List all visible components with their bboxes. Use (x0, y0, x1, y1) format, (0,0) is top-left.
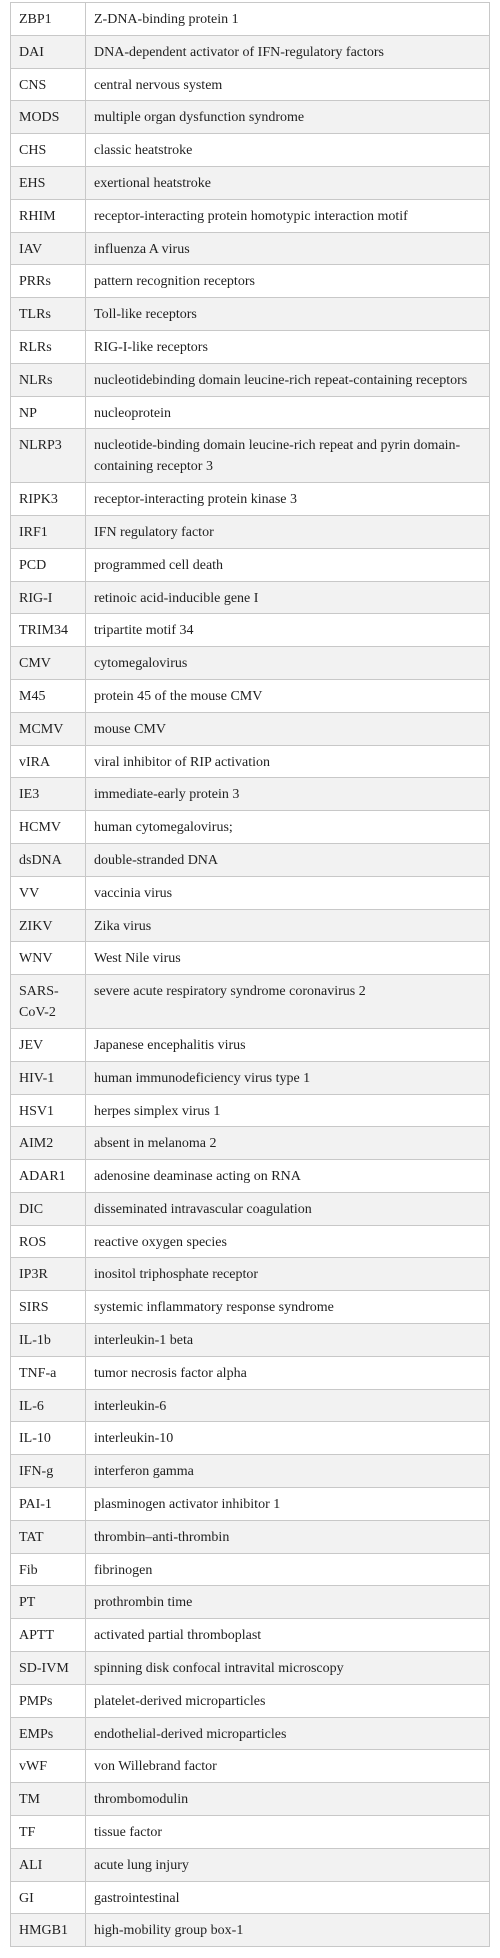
abbreviation-cell: PT (11, 1586, 86, 1618)
table-row (11, 1193, 489, 1226)
table-row (11, 1652, 489, 1685)
definition-cell: gastrointestinal (94, 1890, 180, 1906)
abbreviation-cell: PMPs (11, 1685, 86, 1717)
definition-cell: retinoic acid-inducible gene I (94, 590, 259, 606)
abbreviation-cell: VV (11, 877, 86, 909)
definition-cell: immediate-early protein 3 (94, 787, 240, 803)
table-row (11, 1258, 489, 1291)
table-row (11, 429, 489, 483)
table-row (11, 713, 489, 746)
definition-cell: fibrinogen (94, 1562, 153, 1578)
table-row (11, 1095, 489, 1128)
abbreviation-cell: RHIM (11, 200, 86, 232)
definition-cell: inositol triphosphate receptor (94, 1267, 259, 1283)
table-row (11, 811, 489, 844)
abbreviation-cell: PCD (11, 549, 86, 581)
table-row (11, 1750, 489, 1783)
table-row (11, 942, 489, 975)
abbreviation-cell: vIRA (11, 746, 86, 778)
abbreviation-cell: IRF1 (11, 516, 86, 548)
definition-cell: interleukin-10 (94, 1431, 174, 1447)
definition-cell: Z-DNA-binding protein 1 (94, 12, 239, 27)
abbreviation-cell: NLRs (11, 364, 86, 396)
abbreviation-cell: CMV (11, 647, 86, 679)
definition-cell: interleukin-6 (94, 1398, 167, 1414)
abbreviation-cell: IP3R (11, 1258, 86, 1290)
definition-cell: systemic inflammatory response syndrome (94, 1300, 334, 1316)
abbreviation-cell: dsDNA (11, 844, 86, 876)
abbreviation-cell: RIPK3 (11, 483, 86, 515)
definition-cell: reactive oxygen species (94, 1234, 227, 1250)
definition-cell: interleukin-1 beta (94, 1333, 194, 1349)
abbreviation-cell: DIC (11, 1193, 86, 1225)
table-row (11, 877, 489, 910)
definition-cell: programmed cell death (94, 557, 224, 573)
abbreviation-cell: ZIKV (11, 910, 86, 942)
definition-cell: IFN regulatory factor (94, 524, 214, 540)
definition-cell: vaccinia virus (94, 885, 173, 901)
table-row (11, 1390, 489, 1423)
definition-cell: spinning disk confocal intravital microscopy (94, 1661, 344, 1677)
definition-cell: Toll-like receptors (94, 307, 197, 323)
abbreviation-cell: RLRs (11, 331, 86, 363)
table-row (11, 167, 489, 200)
definition-cell: influenza A virus (94, 241, 190, 257)
table-row (11, 1849, 489, 1882)
definition-cell: nucleoprotein (94, 405, 171, 421)
table-row (11, 614, 489, 647)
table-row (11, 1291, 489, 1324)
definition-cell: tissue factor (94, 1825, 163, 1841)
table-row (11, 975, 489, 1029)
definition-cell: platelet-derived microparticles (94, 1693, 266, 1709)
table-row (11, 233, 489, 266)
abbreviation-cell: WNV (11, 942, 86, 974)
definition-cell: West Nile virus (94, 951, 181, 967)
table-row (11, 910, 489, 943)
definition-cell: Zika virus (94, 918, 152, 934)
table-row (11, 1783, 489, 1816)
abbreviation-cell: ZBP1 (11, 3, 86, 35)
abbreviation-cell: HMGB1 (11, 1914, 86, 1946)
abbreviation-cell: MODS (11, 101, 86, 133)
table-row (11, 331, 489, 364)
table-row (11, 298, 489, 331)
table-row (11, 1882, 489, 1915)
abbreviation-cell: DAI (11, 36, 86, 68)
table-row (11, 1422, 489, 1455)
abbreviation-cell: M45 (11, 680, 86, 712)
definition-cell: Japanese encephalitis virus (94, 1037, 246, 1053)
table-row (11, 582, 489, 615)
definition-cell: human cytomegalovirus; (94, 820, 233, 836)
table-row (11, 69, 489, 102)
abbreviations-table (10, 2, 490, 1947)
table-row (11, 397, 489, 430)
table-row (11, 549, 489, 582)
definition-cell: receptor-interacting protein kinase 3 (94, 492, 298, 508)
definition-cell: disseminated intravascular coagulation (94, 1201, 312, 1217)
abbreviation-cell: SD-IVM (11, 1652, 86, 1684)
table-row (11, 134, 489, 167)
table-row (11, 483, 489, 516)
definition-cell: acute lung injury (94, 1857, 189, 1873)
table-row (11, 1816, 489, 1849)
definition-cell: nucleotide-binding domain leucine-rich repeat and pyrin domain-containing receptor 3 (94, 438, 461, 475)
definition-cell: prothrombin time (94, 1595, 193, 1611)
table-row (11, 680, 489, 713)
definition-cell: von Willebrand factor (94, 1759, 217, 1775)
definition-cell: severe acute respiratory syndrome coronavirus 2 (94, 984, 366, 1000)
table-row (11, 516, 489, 549)
abbreviation-cell: TM (11, 1783, 86, 1815)
definition-cell: activated partial thromboplast (94, 1628, 262, 1644)
table-row (11, 1521, 489, 1554)
table-row (11, 364, 489, 397)
abbreviation-cell: ALI (11, 1849, 86, 1881)
abbreviation-cell: RIG-I (11, 582, 86, 614)
definition-cell: nucleotidebinding domain leucine-rich repeat-containing receptors (94, 372, 468, 388)
abbreviation-cell: AIM2 (11, 1127, 86, 1159)
abbreviation-cell: vWF (11, 1750, 86, 1782)
abbreviation-cell: NP (11, 397, 86, 429)
table-row (11, 1127, 489, 1160)
table-row (11, 1160, 489, 1193)
definition-cell: tripartite motif 34 (94, 623, 194, 639)
definition-cell: high-mobility group box-1 (94, 1923, 244, 1939)
abbreviation-cell: TRIM34 (11, 614, 86, 646)
abbreviation-cell: GI (11, 1882, 86, 1914)
abbreviation-cell: IL-10 (11, 1422, 86, 1454)
abbreviation-cell: TAT (11, 1521, 86, 1553)
definition-cell: mouse CMV (94, 721, 166, 737)
abbreviation-cell: TLRs (11, 298, 86, 330)
abbreviation-cell: TNF-a (11, 1357, 86, 1389)
abbreviation-cell: PRRs (11, 265, 86, 297)
definition-cell: multiple organ dysfunction syndrome (94, 110, 305, 126)
definition-cell: plasminogen activator inhibitor 1 (94, 1497, 281, 1513)
abbreviation-cell: IAV (11, 233, 86, 265)
table-row (11, 1685, 489, 1718)
definition-cell: exertional heatstroke (94, 175, 212, 191)
definition-cell: central nervous system (94, 77, 223, 93)
definition-cell: tumor necrosis factor alpha (94, 1365, 247, 1381)
definition-cell: viral inhibitor of RIP activation (94, 754, 271, 770)
abbreviation-cell: IFN-g (11, 1455, 86, 1487)
abbreviation-cell: MCMV (11, 713, 86, 745)
abbreviation-cell: SIRS (11, 1291, 86, 1323)
definition-cell: classic heatstroke (94, 143, 193, 159)
table-row (11, 1554, 489, 1587)
abbreviation-cell: IL-1b (11, 1324, 86, 1356)
abbreviation-cell: CNS (11, 69, 86, 101)
table-row (11, 1357, 489, 1390)
abbreviation-cell: ADAR1 (11, 1160, 86, 1192)
abbreviation-cell: APTT (11, 1619, 86, 1651)
definition-cell: cytomegalovirus (94, 656, 188, 672)
table-row (11, 1619, 489, 1652)
table-row (11, 844, 489, 877)
table-row (11, 1455, 489, 1488)
abbreviation-cell: ROS (11, 1226, 86, 1258)
definition-cell: absent in melanoma 2 (94, 1136, 217, 1152)
table-row (11, 1718, 489, 1751)
abbreviation-cell: IE3 (11, 778, 86, 810)
abbreviation-cell: EMPs (11, 1718, 86, 1750)
abbreviation-cell: JEV (11, 1029, 86, 1061)
abbreviation-cell: EHS (11, 167, 86, 199)
definition-cell: pattern recognition receptors (94, 274, 255, 290)
definition-cell: herpes simplex virus 1 (94, 1103, 221, 1119)
table-row (11, 1488, 489, 1521)
table-row (11, 200, 489, 233)
definition-cell: double-stranded DNA (94, 852, 219, 868)
abbreviation-cell: Fib (11, 1554, 86, 1586)
abbreviation-cell: HSV1 (11, 1095, 86, 1127)
abbreviation-cell: SARS-CoV-2 (11, 975, 86, 1028)
definition-cell: RIG-I-like receptors (94, 339, 208, 355)
definition-cell: adenosine deaminase acting on RNA (94, 1169, 301, 1185)
abbreviation-cell: NLRP3 (11, 429, 86, 482)
abbreviation-cell: CHS (11, 134, 86, 166)
table-row (11, 746, 489, 779)
table-row (11, 265, 489, 298)
definition-cell: receptor-interacting protein homotypic interaction motif (94, 208, 408, 224)
table-row (11, 1029, 489, 1062)
abbreviation-cell: HCMV (11, 811, 86, 843)
table-row (11, 1324, 489, 1357)
table-row (11, 36, 489, 69)
definition-cell: human immunodeficiency virus type 1 (94, 1070, 311, 1086)
definition-cell: interferon gamma (94, 1464, 194, 1480)
table-row (11, 101, 489, 134)
definition-cell: thrombomodulin (94, 1792, 189, 1808)
definition-cell: endothelial-derived microparticles (94, 1726, 287, 1742)
abbreviation-cell: IL-6 (11, 1390, 86, 1422)
table-row (11, 1914, 489, 1947)
table-row (11, 1226, 489, 1259)
table-row (11, 1586, 489, 1619)
definition-cell: protein 45 of the mouse CMV (94, 688, 263, 704)
table-row (11, 3, 489, 36)
abbreviation-cell: PAI-1 (11, 1488, 86, 1520)
abbreviation-cell: HIV-1 (11, 1062, 86, 1094)
table-row (11, 647, 489, 680)
abbreviation-cell: TF (11, 1816, 86, 1848)
definition-cell: DNA-dependent activator of IFN-regulatory factors (94, 44, 385, 60)
table-row (11, 1062, 489, 1095)
table-row (11, 778, 489, 811)
definition-cell: thrombin–anti-thrombin (94, 1529, 230, 1545)
